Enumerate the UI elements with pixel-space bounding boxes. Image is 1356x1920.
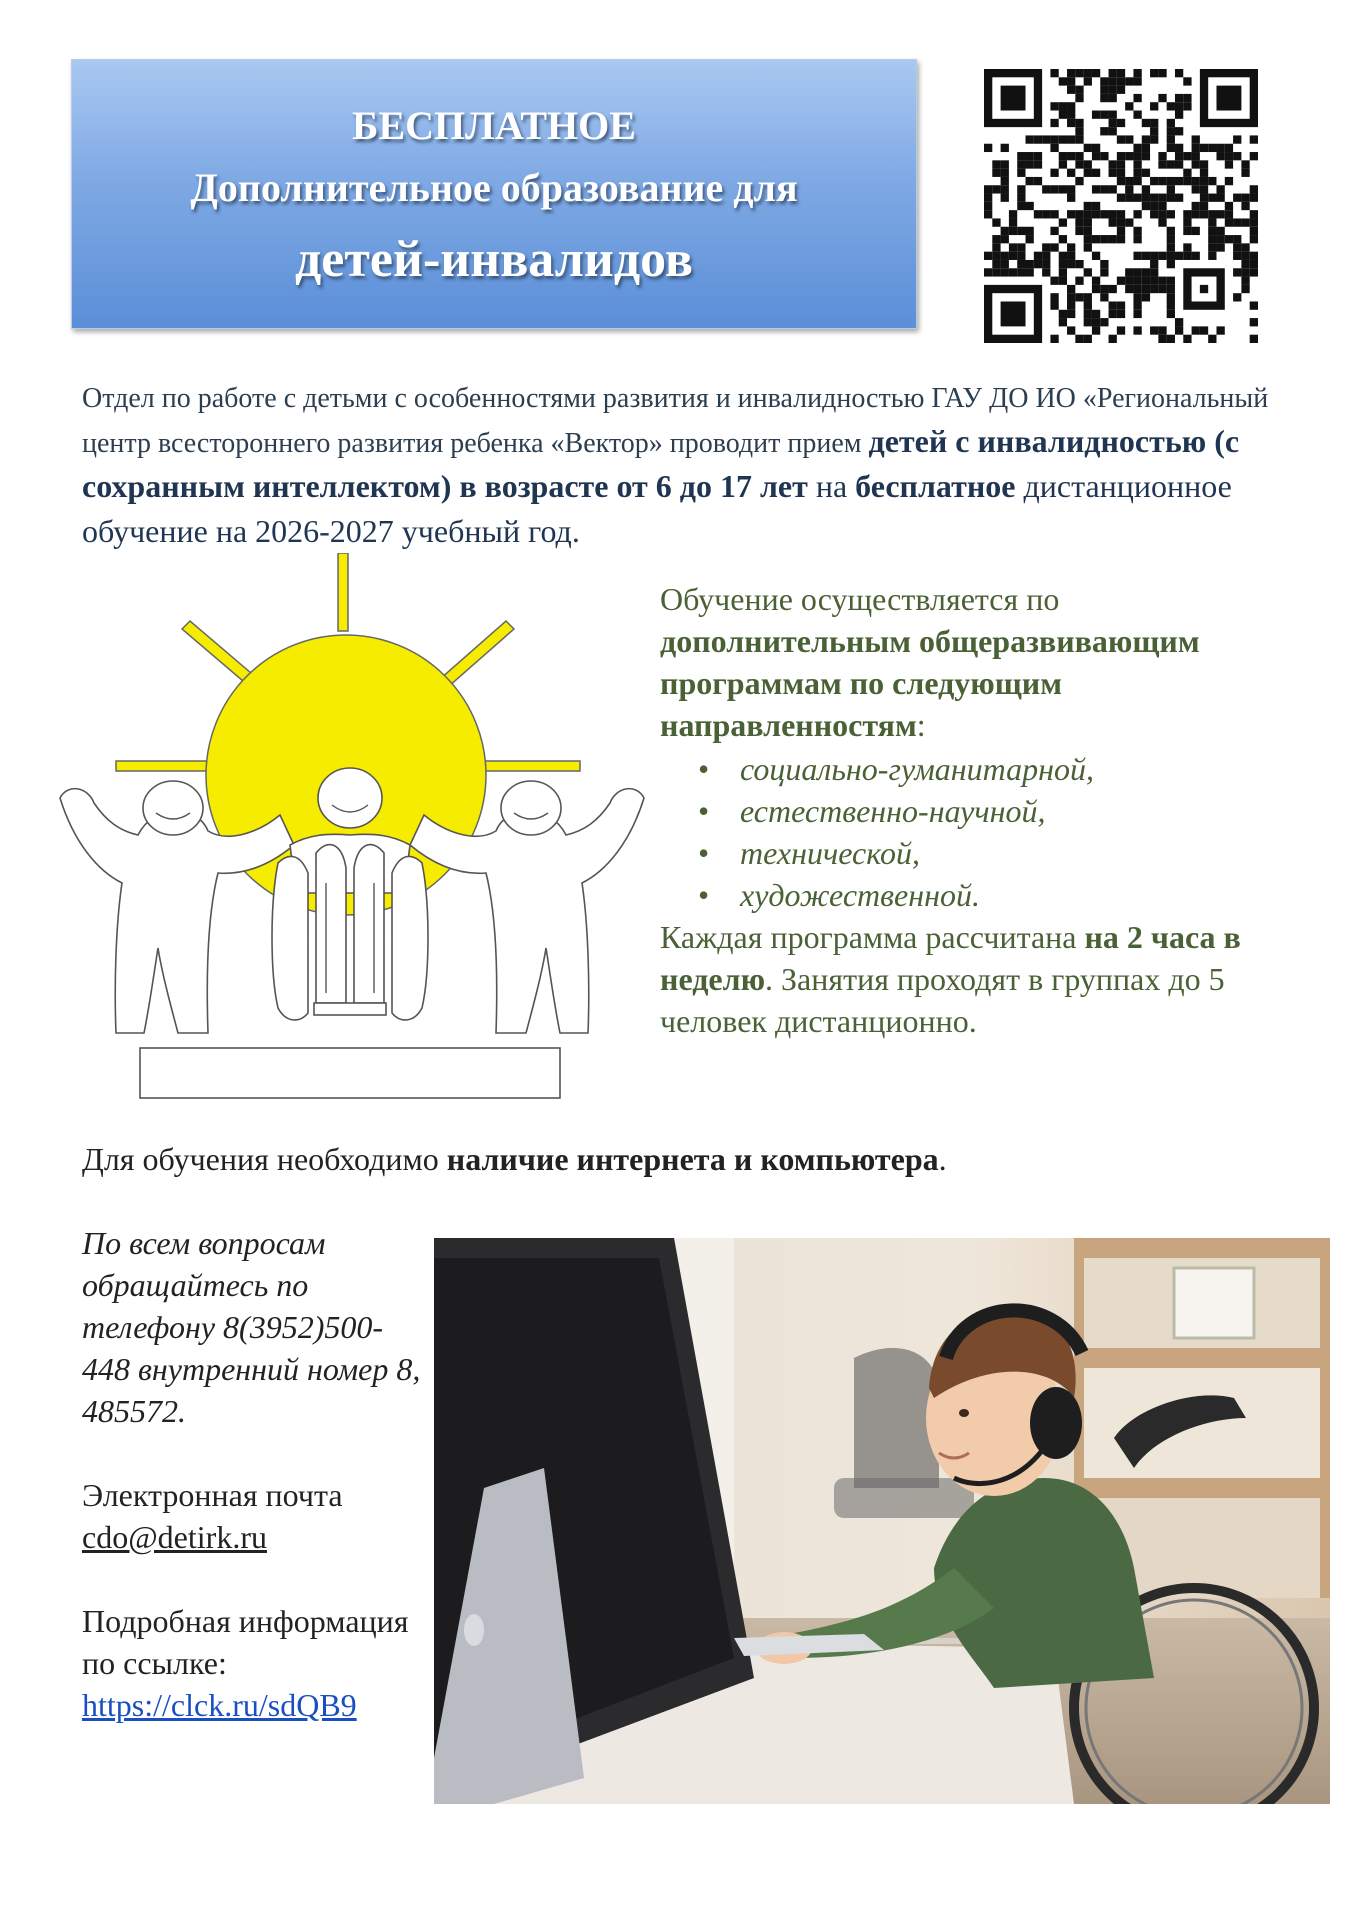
programs-lead: [660, 578, 1300, 746]
email-label: Электронная почта: [82, 1477, 343, 1513]
phone-text: По всем вопросам обращайтесь по телефону 8(3952)500-448 внутренний номер 8, 485572.: [82, 1225, 421, 1429]
requirement-line: [82, 1138, 1282, 1180]
contacts-block: [82, 1222, 422, 1726]
programs-list: [660, 748, 1300, 916]
requirement-end: .: [938, 1141, 947, 1177]
programs-block: [660, 578, 1300, 1042]
list-item: • естественно-научной,: [698, 790, 1300, 832]
hours-text-2: . Занятия проходят в группах до 5 человек дистанционно.: [660, 961, 1225, 1039]
requirement-bold: наличие интернета и компьютера: [446, 1141, 939, 1177]
banner-line-2: Дополнительное образование для: [190, 165, 798, 210]
requirement-text: Для обучения необходимо: [82, 1141, 447, 1177]
hours-text-1: Каждая программа рассчитана: [660, 919, 1085, 955]
banner-line-1: БЕСПЛАТНОЕ: [352, 103, 636, 148]
programs-hours: [660, 916, 1300, 1042]
programs-lead-bold: дополнительным общеразвивающим программам по следующим направленностям: [660, 623, 1200, 743]
intro-bold-free: бесплатное: [855, 468, 1016, 504]
list-item: • технической,: [698, 832, 1300, 874]
programs-lead-text: Обучение осуществляется по: [660, 581, 1060, 617]
list-item: • социально-гуманитарной,: [698, 748, 1300, 790]
intro-bold-age: детей с инвалидностью (с сохранным интеллектом) в возрасте от 6 до 17 лет: [82, 423, 1240, 504]
info-link[interactable]: https://clck.ru/sdQB9: [82, 1687, 357, 1723]
sun-people-emblem-icon: [58, 553, 648, 1103]
intro-paragraph: [82, 378, 1282, 555]
intro-text-1: Отдел по работе с детьми с особенностями развития и инвалидностью ГАУ ДО ИО «Региональный центр всестороннего развития ребенка «Вектор» проводит прием: [82, 383, 1269, 459]
qr-code-icon[interactable]: [984, 69, 1258, 343]
programs-lead-end: :: [916, 707, 926, 743]
child-at-computer-photo: [434, 1238, 1330, 1804]
banner-line-3: детей-инвалидов: [295, 231, 693, 288]
intro-text-2: на: [807, 468, 856, 504]
list-item: • художественной.: [698, 874, 1300, 916]
intro-text-3: дистанционное обучение на 2026-2027 учебный год.: [82, 468, 1232, 549]
email-link[interactable]: cdo@detirk.ru: [82, 1519, 267, 1555]
link-label: Подробная информация по ссылке:: [82, 1603, 409, 1681]
hours-bold: на 2 часа в неделю: [660, 919, 1241, 997]
header-banner: [71, 59, 917, 329]
